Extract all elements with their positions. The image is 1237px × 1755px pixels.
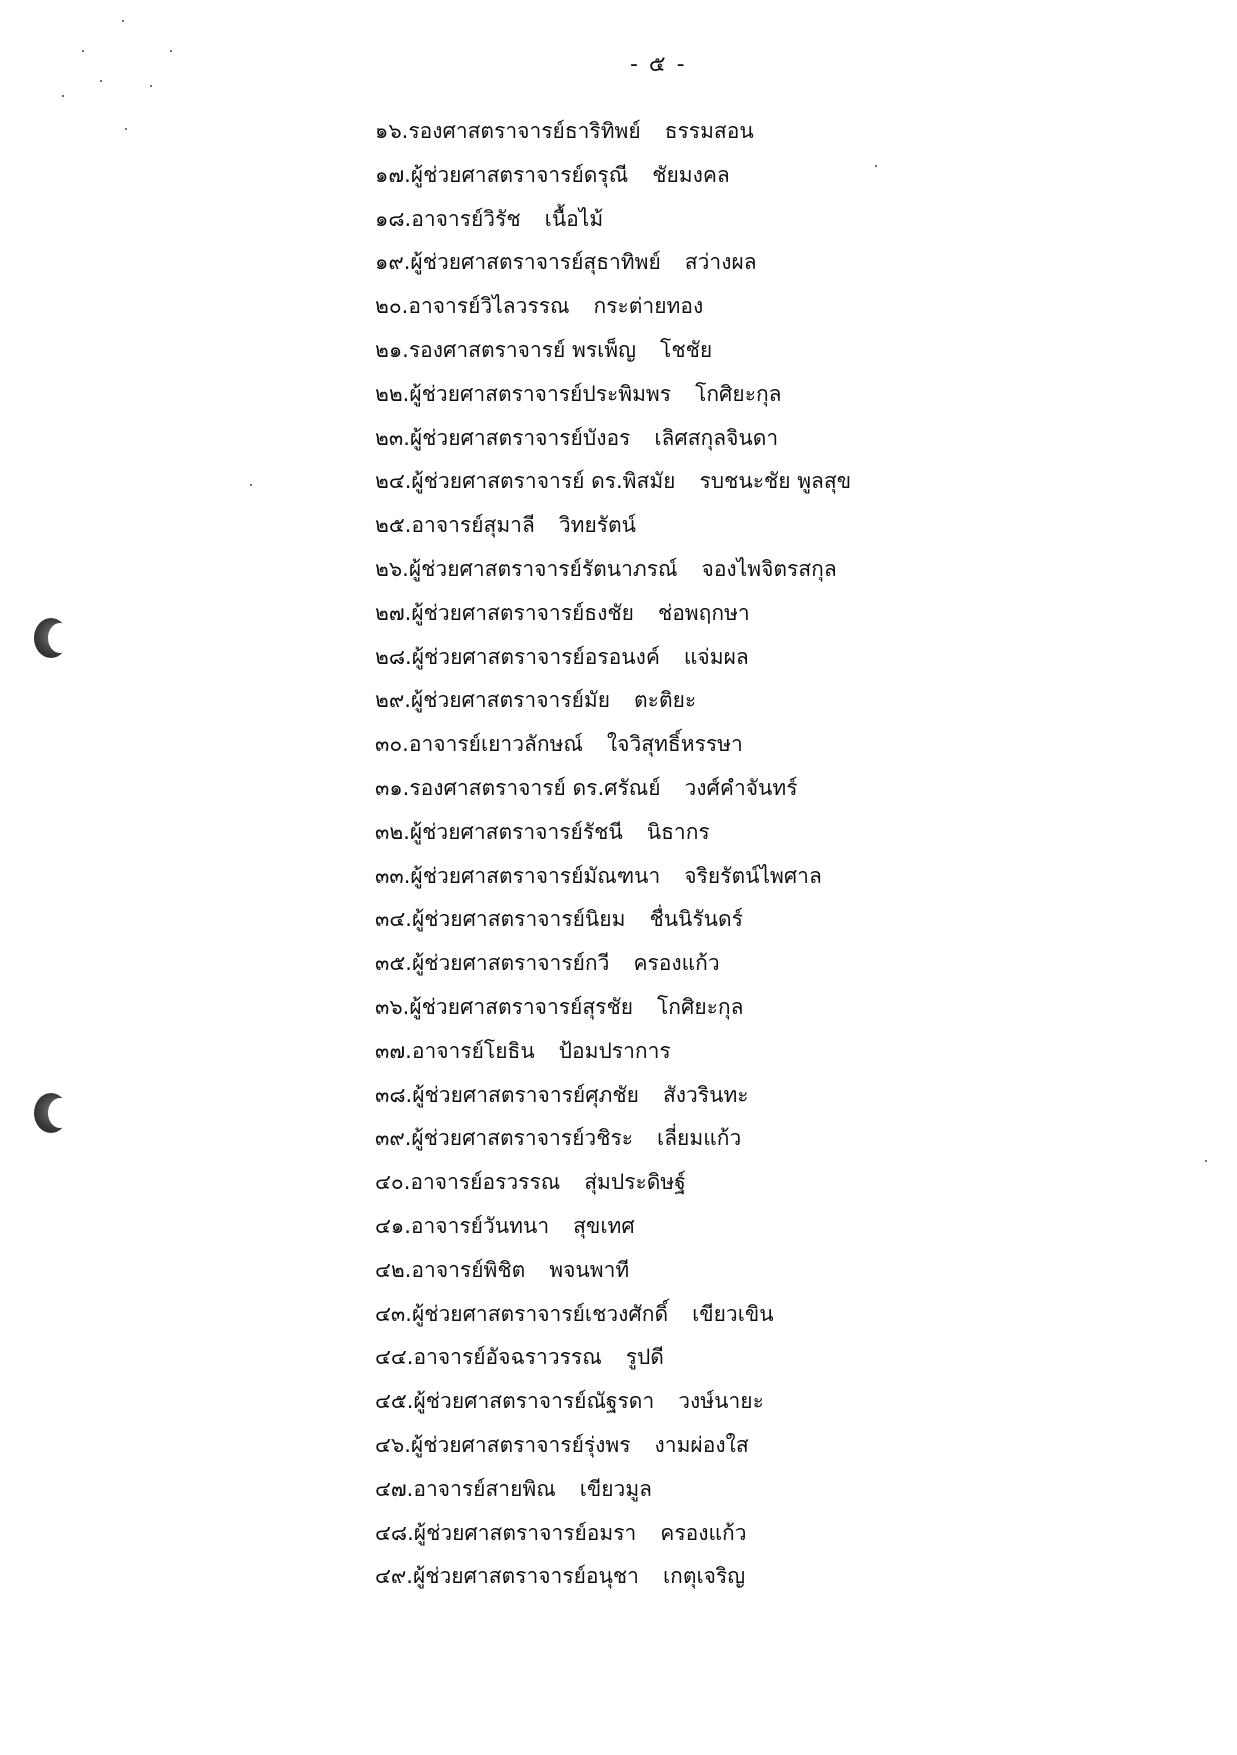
list-item (375, 942, 1175, 986)
item-surname: เนื้อไม้ (544, 206, 604, 231)
list-item (375, 1117, 1175, 1161)
item-number: ๒๔. (375, 469, 412, 494)
item-number: ๒๓. (375, 425, 410, 450)
item-number: ๑๙. (375, 250, 411, 275)
item-name: อาจารย์โยธิน (411, 1038, 535, 1063)
item-surname: สุ่มประดิษฐ์ (584, 1170, 686, 1195)
item-surname: เกตุเจริญ (662, 1564, 746, 1589)
item-number: ๑๗. (375, 162, 411, 187)
item-number: ๔๗. (375, 1476, 414, 1501)
list-item (375, 1249, 1175, 1293)
item-name: รองศาสตราจารย์ ดร.ศรัณย์ (409, 775, 661, 800)
item-surname: รูปดี (625, 1345, 664, 1370)
item-name: ผู้ช่วยศาสตราจารย์อนุชา (412, 1564, 639, 1589)
list-item (375, 548, 1175, 592)
item-number: ๓๕. (375, 951, 412, 976)
item-name: ผู้ช่วยศาสตราจารย์อมรา (413, 1520, 637, 1545)
item-surname: เลี่ยมแก้ว (657, 1126, 742, 1151)
item-number: ๒๕. (375, 513, 412, 538)
item-number: ๒๒. (375, 381, 410, 406)
item-surname: สว่างผล (684, 250, 757, 275)
item-number: ๓๖. (375, 994, 410, 1019)
item-name: ผู้ช่วยศาสตราจารย์นิยม (411, 907, 626, 932)
item-surname: งามผ่องใส (654, 1432, 749, 1457)
list-item (375, 110, 1175, 154)
item-number: ๑๘. (375, 206, 412, 231)
item-surname: สังวรินทะ (662, 1082, 749, 1107)
item-surname: โกศิยะกุล (657, 994, 744, 1019)
item-name: อาจารย์สุมาลี (411, 513, 535, 538)
list-item (375, 417, 1175, 461)
list-item (375, 986, 1175, 1030)
scan-speck (150, 85, 152, 87)
item-name: ผู้ช่วยศาสตราจารย์มัณฑนา (410, 863, 661, 888)
item-name: ผู้ช่วยศาสตราจารย์ ดร.พิสมัย (411, 469, 676, 494)
scan-speck (170, 50, 172, 52)
item-name: ผู้ช่วยศาสตราจารย์วชิระ (411, 1126, 634, 1151)
item-number: ๒๑. (375, 337, 409, 362)
item-name: ผู้ช่วยศาสตราจารย์กวี (411, 951, 610, 976)
scan-speck (82, 50, 84, 52)
punch-hole-bottom (34, 1093, 68, 1133)
list-item (375, 460, 1175, 504)
item-number: ๔๘. (375, 1520, 414, 1545)
item-surname: เขียวมูล (579, 1476, 653, 1501)
item-number: ๒๐. (375, 294, 409, 319)
list-item (375, 636, 1175, 680)
item-name: อาจารย์วิไลวรรณ (408, 294, 570, 319)
item-surname: ช่อพฤกษา (657, 600, 750, 625)
item-name: ผู้ช่วยศาสตราจารย์รัตนาภรณ์ (408, 556, 678, 581)
list-item (375, 1336, 1175, 1380)
item-name: ผู้ช่วยศาสตราจารย์สุรชัย (409, 994, 634, 1019)
list-item (375, 1205, 1175, 1249)
item-name: อาจารย์วิรัช (411, 206, 521, 231)
item-number: ๔๙. (375, 1564, 413, 1589)
item-surname: รบชนะชัย พูลสุข (699, 469, 852, 494)
item-surname: กระต่ายทอง (593, 294, 704, 319)
page-number: - ๕ - (630, 52, 687, 77)
item-number: ๔๐. (375, 1170, 411, 1195)
item-number: ๓๗. (375, 1038, 412, 1063)
item-number: ๔๑. (375, 1213, 411, 1238)
list-item (375, 154, 1175, 198)
item-number: ๒๗. (375, 600, 412, 625)
scan-speck (100, 80, 102, 82)
list-item (375, 679, 1175, 723)
list-item (375, 285, 1175, 329)
item-surname: นิธากร (646, 819, 710, 844)
list-item (375, 1468, 1175, 1512)
item-surname: โชชัย (660, 337, 713, 362)
list-item (375, 1512, 1175, 1556)
item-surname: พจนพาที (549, 1257, 630, 1282)
item-surname: ใจวิสุทธิ์หรรษา (606, 732, 743, 757)
item-surname: ธรรมสอน (664, 119, 754, 143)
item-number: ๓๒. (375, 819, 410, 844)
item-number: ๒๙. (375, 688, 411, 713)
item-surname: จองไพจิตรสกุล (701, 556, 837, 581)
item-number: ๔๖. (375, 1432, 411, 1457)
scan-speck (1205, 1160, 1207, 1162)
item-name: ผู้ช่วยศาสตราจารย์ประพิมพร (409, 381, 672, 406)
list-item (375, 855, 1175, 899)
item-surname: ชัยมงคล (652, 162, 730, 187)
item-surname: โกศิยะกุล (695, 381, 782, 406)
item-name: ผู้ช่วยศาสตราจารย์เชวงศักดิ์ (411, 1301, 669, 1326)
item-name: อาจารย์อัจฉราวรรณ (413, 1345, 602, 1370)
list-item (375, 1293, 1175, 1337)
item-number: ๓๘. (375, 1082, 413, 1107)
item-name: ผู้ช่วยศาสตราจารย์บังอร (409, 425, 631, 450)
scan-speck (122, 20, 124, 22)
item-name: ผู้ช่วยศาสตราจารย์ธงชัย (411, 600, 634, 625)
punch-hole-top (34, 618, 68, 658)
item-surname: แจ่มผล (683, 644, 749, 669)
item-number: ๓๔. (375, 907, 412, 932)
item-surname: ตะติยะ (634, 688, 697, 713)
item-number: ๔๓. (375, 1301, 412, 1326)
item-name: ผู้ช่วยศาสตราจารย์รุ่งพร (410, 1432, 631, 1457)
list-item (375, 373, 1175, 417)
item-surname: วิทยรัตน์ (558, 513, 637, 538)
list-item (375, 1161, 1175, 1205)
item-surname: เขียวเขิน (692, 1301, 774, 1326)
list-item (375, 723, 1175, 767)
list-item (375, 898, 1175, 942)
item-name: ผู้ช่วยศาสตราจารย์ณัฐรดา (413, 1389, 655, 1414)
item-surname: ครองแก้ว (633, 951, 720, 976)
scan-speck (125, 128, 127, 130)
item-surname: ป้อมปราการ (558, 1038, 671, 1063)
item-surname: ชื่นนิรันดร์ (649, 907, 743, 932)
item-number: ๓๙. (375, 1126, 412, 1151)
list-item (375, 504, 1175, 548)
list-item (375, 811, 1175, 855)
list-item (375, 767, 1175, 811)
item-name: อาจารย์อรวรรณ (410, 1170, 561, 1195)
item-number: ๓๑. (375, 775, 410, 800)
list-item (375, 1424, 1175, 1468)
list-item (375, 198, 1175, 242)
list-item (375, 241, 1175, 285)
item-name: ผู้ช่วยศาสตราจารย์อรอนงค์ (411, 644, 660, 669)
item-number: ๒๖. (375, 556, 409, 581)
item-surname: วงษ์นายะ (678, 1389, 764, 1414)
item-surname: วงศ์คำจันทร์ (684, 775, 798, 800)
list-item (375, 1555, 1175, 1599)
list-item (375, 329, 1175, 373)
list-item (375, 1074, 1175, 1118)
item-number: ๓๐. (375, 732, 409, 757)
item-name: ผู้ช่วยศาสตราจารย์ศุภชัย (412, 1082, 639, 1107)
scan-speck (250, 484, 252, 486)
list-item (375, 1380, 1175, 1424)
item-surname: ครองแก้ว (660, 1520, 747, 1545)
item-name: รองศาสตราจารย์ พรเพ็ญ (408, 337, 637, 362)
item-name: ผู้ช่วยศาสตราจารย์ดรุณี (410, 162, 629, 187)
item-name: ผู้ช่วยศาสตราจารย์สุธาทิพย์ (410, 250, 661, 275)
item-name: อาจารย์วันทนา (410, 1213, 550, 1238)
item-number: ๔๒. (375, 1257, 412, 1282)
item-name: รองศาสตราจารย์ธาริทิพย์ (408, 119, 641, 143)
list-item (375, 1030, 1175, 1074)
scan-speck (62, 95, 64, 97)
item-surname: เลิศสกุลจินดา (654, 425, 779, 450)
list-item (375, 592, 1175, 636)
item-name: อาจารย์เยาวลักษณ์ (408, 732, 583, 757)
item-surname: จริยรัตน์ไพศาล (684, 863, 822, 888)
item-number: ๒๘. (375, 644, 412, 669)
item-number: ๔๔. (375, 1345, 414, 1370)
name-list (375, 110, 1175, 1599)
item-name: ผู้ช่วยศาสตราจารย์รัชนี (409, 819, 623, 844)
item-name: อาจารย์พิชิต (411, 1257, 526, 1282)
item-number: ๔๕. (375, 1389, 414, 1414)
item-number: ๑๖. (375, 119, 409, 143)
item-surname: สุขเทศ (573, 1213, 635, 1238)
item-number: ๓๓. (375, 863, 411, 888)
item-name: ผู้ช่วยศาสตราจารย์มัย (410, 688, 611, 713)
item-name: อาจารย์สายพิณ (413, 1476, 556, 1501)
